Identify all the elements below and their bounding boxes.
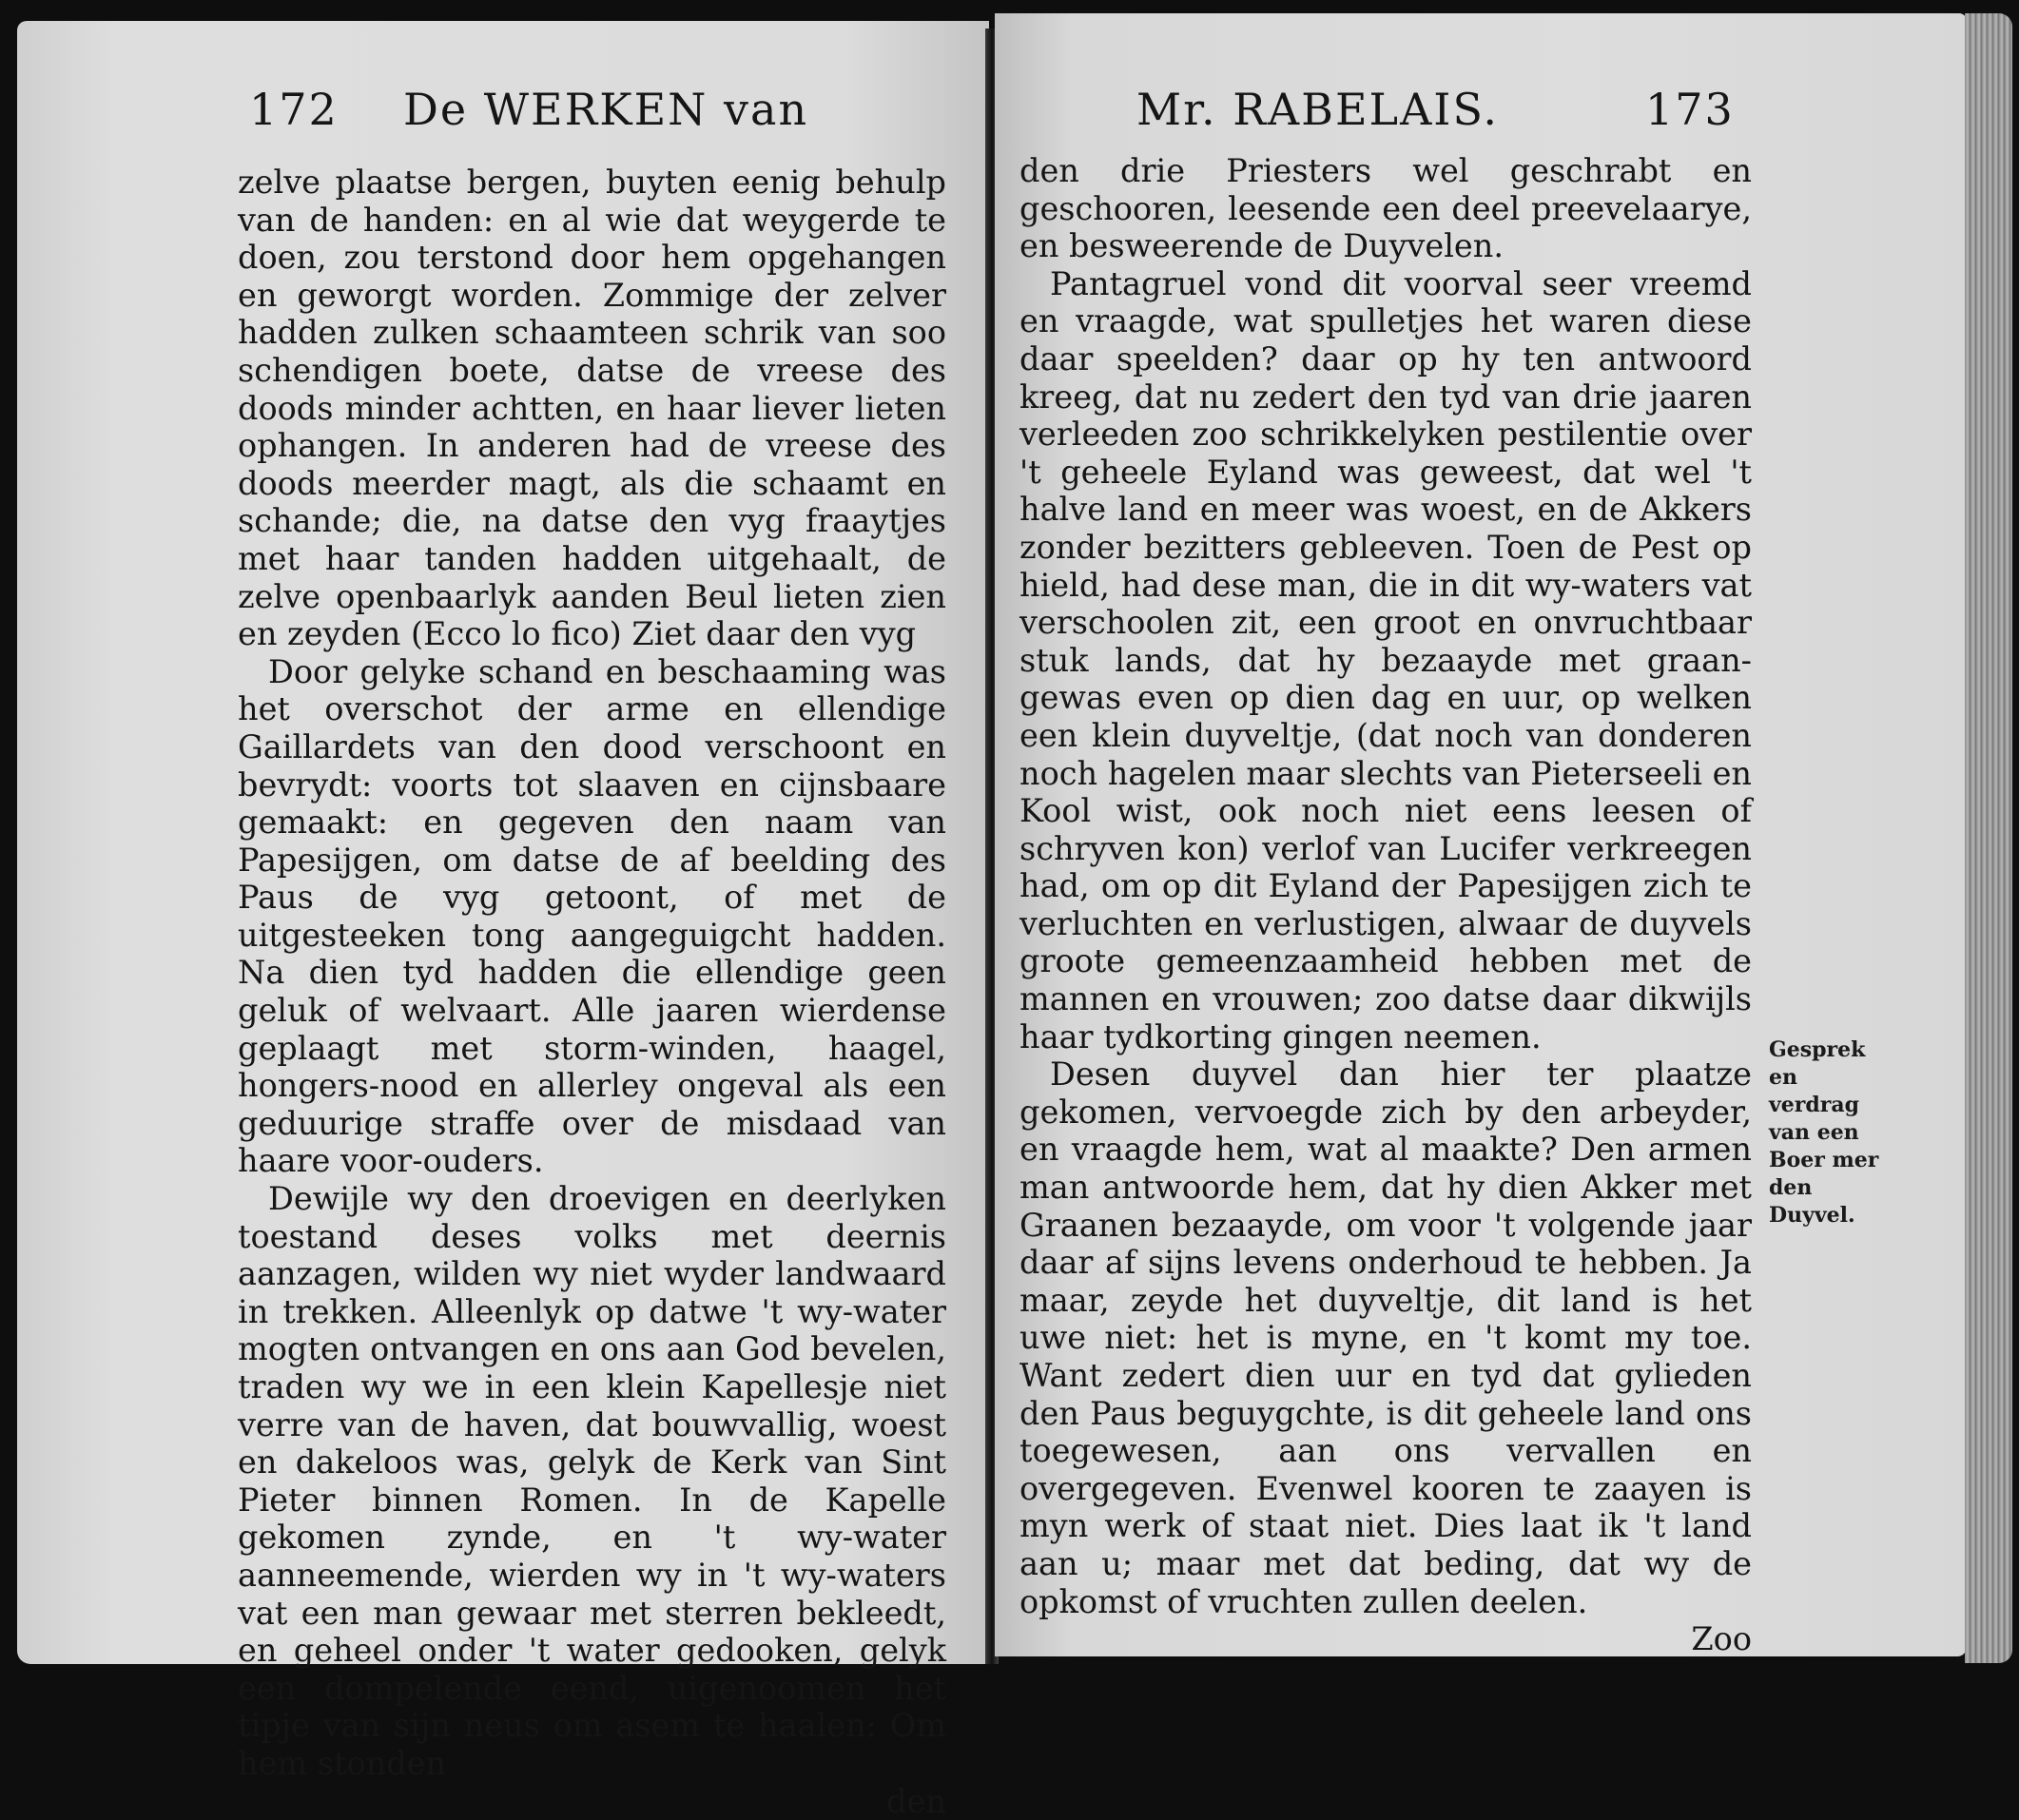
right-paragraph-2: Pantagruel vond dit voorval seer vreemd en vraagde, wat spulletjes het waren diese daar speelden? daar op hy ten antwoord kreeg, dat nu zedert den tyd van drie jaaren verleeden zoo schrikkelyken pestilentie over 't geheele Eyland was geweest, dat wel 't halve land en meer was woest, en de Akkers zonder bezitters gebleeven. Toen de Pest op hield, had dese man, die in dit wy-waters vat verschoolen zit, een groot en onvruchtbaar stuk lands, dat hy bezaayde met graan-gewas even op dien dag en uur, op welken een klein duyveltje, (dat noch van donderen noch hagelen maar slechts van Pieterseeli en Kool wist, ook noch niet eens leesen of schryven kon) verlof van Lucifer verkreegen had, om op dit Eyland der Papesijgen zich te verluchten en verlustigen, alwaar de duyvels groote gemeenzaamheid hebben met de mannen en vrouwen; zoo datse daar dikwijls haar tydkorting gingen neemen. xyxy=(1019,264,1752,1055)
right-catchword: Zoo xyxy=(1691,1620,1752,1658)
left-running-title: De WERKEN van xyxy=(403,84,809,135)
left-paragraph-3: Dewijle wy den droevigen en deerlyken toestand deses volks met deernis aanzagen, wilden wy niet wyder landwaard in trekken. Alleenlyk op datwe 't wy-water mogten ontvangen en ons aan God bevelen, traden wy we in een klein Kapellesje niet verre van de haven, dat bouwvallig, woest en dakeloos was, gelyk de Kerk van Sint Pieter binnen Romen. In de Kapelle gekomen zynde, en 't wy-water aanneemende, wierden wy in 't wy-waters vat een man gewaar met sterren bekleedt, en geheel onder 't water gedooken, gelyk een dompelende eend, uigenoomen het tipje van sijn neus om asem te haalen: Om hem stonden xyxy=(238,1180,946,1782)
right-paragraph-1: den drie Priesters wel geschrabt en geschooren, leesende een deel preevelaarye, en besweerende de Duyvelen. xyxy=(1019,152,1752,265)
left-running-head xyxy=(249,84,972,150)
right-page-body xyxy=(1019,152,1752,1658)
left-page-number: 172 xyxy=(249,84,339,135)
left-catchword: den xyxy=(886,1782,946,1820)
page-edges xyxy=(1965,13,2012,1663)
margin-note: Gesprek en verdrag van een Boer mer den Duyvel. xyxy=(1769,1037,1879,1228)
left-paragraph-2: Door gelyke schand en beschaaming was het overschot der arme en ellendige Gaillardets van den dood verschoont en bevrydt: voorts tot slaaven en cijnsbaare gemaakt: en gegeven den naam van Papesijgen, om datse de af beelding des Paus de vyg getoont, of met de uitgesteeken tong aangeguigcht hadden. Na dien tyd hadden die ellendige geen geluk of welvaart. Alle jaaren wierdense geplaagt met storm-winden, haagel, hongers-nood en allerley ongeval als een geduurige straffe over de misdaad van haare voor-ouders. xyxy=(238,652,946,1180)
left-page-body xyxy=(238,164,946,1820)
left-paragraph-1: zelve plaatse bergen, buyten eenig behulp van de handen: en al wie dat weygerde te doen, zou terstond door hem opgehangen en geworgt worden. Zommige der zelver hadden zulken schaamteen schrik van soo schendigen boete, datse de vreese des doods minder achtten, en haar liever lieten ophangen. In anderen had de vreese des doods meerder magt, als die schaamt en schande; die, na datse den vyg fraaytjes met haar tanden hadden uitgehaalt, de zelve openbaarlyk aanden Beul lieten zien en zeyden (Ecco lo fico) Ziet daar den vyg xyxy=(238,164,946,653)
right-page-number: 173 xyxy=(1645,84,1735,135)
right-paragraph-3: Desen duyvel dan hier ter plaatze gekomen, vervoegde zich by den arbeyder, en vraagde hem, wat al maakte? Den armen man antwoorde hem, dat hy dien Akker met Graanen bezaayde, om voor 't volgende jaar daar af sijns levens onderhoud te hebben. Ja maar, zeyde het duyveltje, dit land is het uwe niet: het is myne, en 't komt my toe. Want zedert dien uur en tyd dat gylieden den Paus beguygchte, is dit geheele land ons toegewesen, aan ons vervallen en overgegeven. Evenwel kooren te zaayen is myn werk of staat niet. Dies laat ik 't land aan u; maar met dat beding, dat wy de opkomst of vruchten zullen deelen. xyxy=(1019,1055,1752,1620)
right-running-title: Mr. RABELAIS. xyxy=(1136,84,1499,135)
right-running-head xyxy=(1136,84,1745,150)
